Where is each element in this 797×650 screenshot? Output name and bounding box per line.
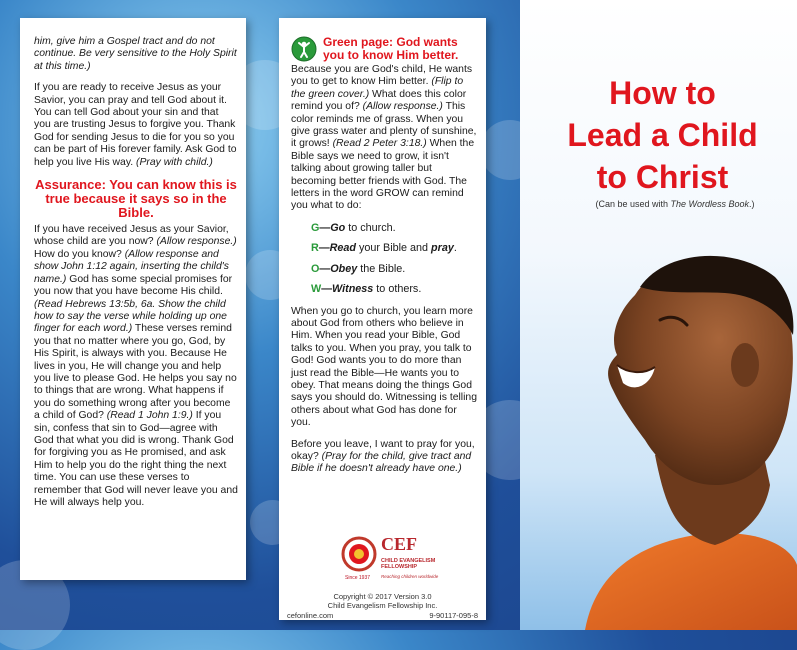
grow-item-o: O—Obey the Bible. <box>311 262 406 275</box>
assurance-paragraph: If you have received Jesus as your Savior, whose child are you now? (Allow response.) How do you know? (Allow response and show John 1:12 again, inserting the child's name.) God has some special promises for you now that you have become His child. (Read Hebrews 13:5b, 6a. Show the child how to say the verse while holding up one finger for each word.) These verses remind you that no matter where you go, God, by His Spirit, is always with you. Because He lives in you, He will change you and help you live to please God. He helps you say no to things that are wrong. What happens if you do something wrong after you become a child of God? (Read 1 John 1:9.) If you sin, confess that sin to God—agree with God that what you did is wrong. Thank God for forgiving you as He promised, and ask Him to help you do the right thing the next time. You can use these verses to remember that God will never leave you and He will always help you. <box>34 224 238 508</box>
publisher-line: Child Evangelism Fellowship Inc. <box>327 601 438 610</box>
copyright-line: Copyright © 2017 Version 3.0 <box>333 592 432 601</box>
assurance-heading: Assurance: You can know this is true because it says so in the Bible. <box>35 177 237 221</box>
salvation-paragraph: If you are ready to receive Jesus as your Savior, you can pray and tell God about it. You can tell God about your sin and that you are trusting Jesus to forgive you. Thank God for sending Jesus to die for you so you can be part of His forever family. Ask God to help you live His way. (Pray with child.) <box>34 82 237 168</box>
grow-list <box>291 222 478 296</box>
grow-item-r: R—Read your Bible and pray. <box>311 242 457 255</box>
closing-paragraph: Before you leave, I want to pray for you, okay? (Pray for the child, give tract and Bible if he doesn't already have one.) <box>291 438 475 475</box>
logo-since: Since 1937 <box>345 575 371 581</box>
logo-line1: CHILD EVANGELISM <box>381 558 436 564</box>
middle-panel <box>279 18 486 620</box>
green-page-paragraph: Because you are God's child, He wants you to get to know Him better. (Flip to the green cover.) What does this color remind you of? (Allow response.) This color reminds me of grass. When you give grass water and plenty of sunshine, it grows! (Read 2 Peter 3:18.) When the Bible says we need to grow, it isn't talking about growing taller but becoming better friends with God. The letters in the word GROW can remind you what to do: <box>291 64 477 212</box>
product-code: 9-90117-095-8 <box>429 611 478 620</box>
logo-name: CEF <box>381 534 417 554</box>
green-page-header <box>291 36 478 62</box>
website-text: cefonline.com <box>287 611 334 620</box>
cover-subtitle: (Can be used with The Wordless Book.) <box>595 199 755 209</box>
logo-line2: FELLOWSHIP <box>381 564 418 570</box>
logo-tagline: Reaching children worldwide <box>381 574 439 579</box>
left-panel <box>20 18 246 580</box>
cover-title: How to Lead a Child to Christ <box>567 75 758 195</box>
green-page-heading: Green page: God wants you to know Him better. <box>323 35 459 62</box>
cef-logo <box>341 536 461 584</box>
grow-explanation: When you go to church, you learn more about God from others who believe in Him. When you read your Bible, God talks to you. When you pray, you talk to God! God wants you to do more than just read the Bible—He wants you to obey. That means doing the things God says you should do. Witnessing is telling others about what God has done for you. <box>291 305 477 429</box>
grow-item-w: W—Witness to others. <box>311 283 422 296</box>
grow-item-g: G—Go to church. <box>311 221 396 234</box>
growing-person-icon <box>291 36 317 62</box>
smiling-boy-photo <box>565 215 797 630</box>
intro-note: him, give him a Gospel tract and do not continue. Be very sensitive to the Holy Spirit at this time.) <box>34 36 237 72</box>
